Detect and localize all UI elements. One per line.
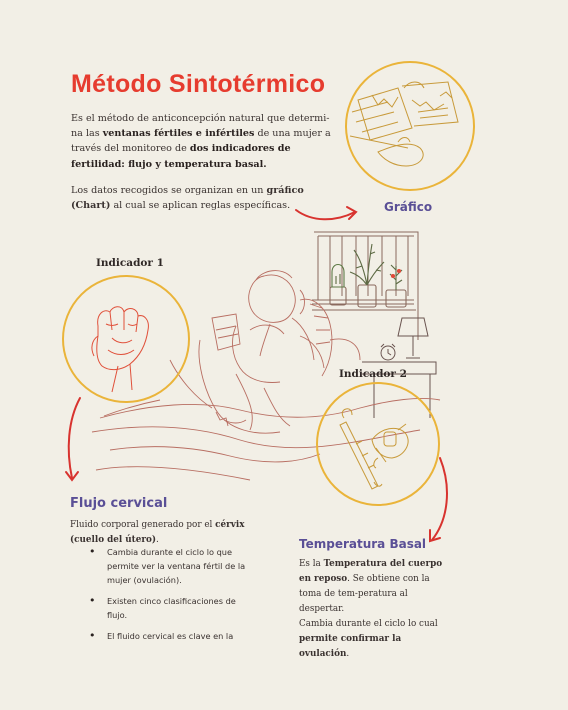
page-title: Método Sintotérmico (71, 70, 326, 98)
list-item: • Cambia durante el ciclo lo que permite ver la ventana fértil de la mujer (ovulación). (89, 545, 249, 587)
lamp-icon (398, 318, 428, 358)
flujo-heading: Flujo cervical (70, 496, 168, 511)
list-item: • El fluido cervical es clave en la (89, 629, 249, 643)
chart-paragraph: Los datos recogidos se organizan en un gráfico (Chart) al cual se aplican reglas específicas. (71, 185, 304, 212)
indicador-2-label: Indicador 2 (339, 368, 407, 380)
flujo-description: Fluido corporal generado por el cérvix (cuello del útero). (70, 520, 245, 545)
chart-drawing-icon (346, 62, 474, 190)
indicador-1-label: Indicador 1 (96, 257, 164, 269)
alarm-clock-icon (381, 344, 395, 360)
temperatura-heading: Temperatura Basal (299, 537, 427, 551)
temperatura-description: Es la Temperatura del cuerpo en reposo. Se obtiene con la toma de tem-peratura al despertar. Cambia durante el ciclo lo cual permite confirmar la ovulación. (299, 559, 443, 659)
list-item: • Existen cinco clasificaciones de flujo. (89, 594, 249, 622)
grafico-label: Gráfico (384, 200, 433, 214)
intro-paragraph: Es el método de anticoncepción natural que determi-na las ventanas fértiles e infértiles de una mujer a través del monitoreo de dos indicadores de fertilidad: flujo y temperatura basal. (71, 113, 331, 170)
thermometer-icon (317, 383, 439, 505)
flujo-bullet-list (89, 545, 249, 650)
hand-icon (63, 276, 189, 402)
window-scene (312, 232, 418, 340)
arrow-to-flujo (66, 398, 80, 480)
